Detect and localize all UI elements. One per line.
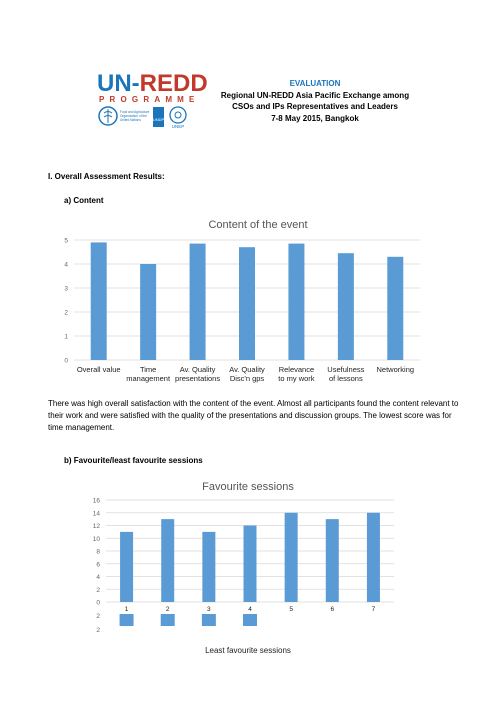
logo-un: UN-: [97, 70, 140, 97]
x-tick-label: to my work: [278, 374, 315, 383]
x-tick-label: 7: [371, 606, 376, 613]
y-tick-label: 12: [92, 523, 100, 530]
bar: [387, 257, 403, 360]
y-tick-label: 2: [96, 627, 100, 634]
y-tick-label: 2: [96, 613, 100, 620]
y-tick-label: 0: [96, 599, 100, 607]
x-tick-label: Av. Quality: [179, 365, 216, 374]
section-heading-sessions: b) Favourite/least favourite sessions: [64, 456, 203, 465]
fao-text: Food and Agriculture: [120, 110, 150, 114]
bar: [190, 244, 206, 360]
y-tick-label: 2: [96, 586, 100, 594]
y-tick-label: 4: [96, 574, 100, 581]
x-tick-label: Overall value: [76, 365, 121, 374]
chart-title: Favourite sessions: [202, 481, 294, 493]
y-tick-label: 14: [92, 510, 100, 518]
bar: [285, 513, 298, 602]
svg-text:UNEP: UNEP: [171, 124, 185, 129]
bar: [120, 614, 134, 626]
bar: [120, 532, 133, 602]
section-heading-overall: I. Overall Assessment Results:: [48, 172, 165, 181]
x-tick-label: Av. Quality: [229, 365, 265, 374]
x-tick-label: Networking: [376, 365, 415, 374]
evaluation-title: EVALUATION: [289, 79, 341, 88]
bar: [140, 264, 156, 360]
bar: [326, 519, 339, 602]
section-heading-content: a) Content: [64, 196, 104, 205]
bar: [244, 526, 257, 603]
document-header: [200, 78, 430, 124]
x-tick-label: of lessons: [328, 374, 363, 383]
chart-svg: [48, 212, 448, 392]
bar: [202, 532, 215, 602]
partner-logos: [97, 104, 197, 130]
y-tick-label: 6: [96, 561, 100, 569]
bar: [91, 242, 107, 360]
content-chart: [48, 212, 448, 397]
chart-svg: [78, 604, 418, 664]
bar: [288, 244, 304, 360]
y-tick-label: 2: [64, 309, 68, 317]
x-tick-label: Time: [139, 365, 157, 374]
undp-logo-icon: [153, 107, 165, 127]
event-date: 7-8 May 2015, Bangkok: [271, 113, 359, 123]
svg-text:UNDP: UNDP: [152, 117, 165, 122]
chart-title: Content of the event: [208, 219, 308, 231]
x-tick-label: 3: [207, 606, 211, 613]
x-tick-label: Usefulness: [327, 365, 365, 374]
x-tick-label: 2: [165, 606, 170, 613]
bar: [161, 614, 175, 626]
summary-paragraph: There was high overall satisfaction with the content of the event. Almost all participants found the content relevant to their work and were satisfied with the quality of the presentations and discussion groups. The lowest score was for time management.: [48, 399, 459, 432]
x-tick-label: 5: [289, 606, 293, 613]
bar: [243, 614, 257, 626]
svg-text:Organization of the: Organization of the: [120, 114, 147, 118]
bar: [367, 513, 380, 602]
chart-title: Least favourite sessions: [205, 646, 291, 655]
unep-logo-icon: [170, 107, 186, 129]
x-tick-label: presentations: [175, 374, 221, 383]
x-tick-label: Relevance: [278, 365, 315, 374]
x-tick-label: management: [126, 374, 171, 383]
y-tick-label: 1: [64, 333, 68, 341]
y-tick-label: 0: [64, 357, 68, 365]
x-tick-label: Disc'n gps: [229, 374, 265, 383]
bar: [161, 519, 174, 602]
bar: [338, 253, 354, 360]
bar: [239, 247, 255, 360]
event-title-line2: CSOs and IPs Representatives and Leaders: [232, 102, 398, 111]
logo-title: [97, 70, 208, 98]
x-tick-label: 4: [248, 606, 252, 613]
x-tick-label: 1: [124, 606, 129, 613]
y-tick-label: 10: [92, 535, 100, 543]
svg-text:United Nations: United Nations: [120, 118, 141, 122]
logo-programme: PROGRAMME: [99, 95, 200, 104]
logo-redd: REDD: [139, 70, 208, 97]
y-tick-label: 3: [64, 285, 68, 293]
least-favourite-sessions-chart: [78, 604, 418, 669]
fao-emblem-icon: [99, 107, 117, 125]
y-tick-label: 4: [64, 261, 68, 269]
x-tick-label: 6: [330, 606, 335, 613]
y-tick-label: 5: [64, 237, 68, 245]
event-title-line1: Regional UN-REDD Asia Pacific Exchange among: [220, 90, 410, 100]
y-tick-label: 16: [92, 497, 100, 505]
y-tick-label: 8: [96, 548, 100, 556]
bar: [202, 614, 216, 626]
